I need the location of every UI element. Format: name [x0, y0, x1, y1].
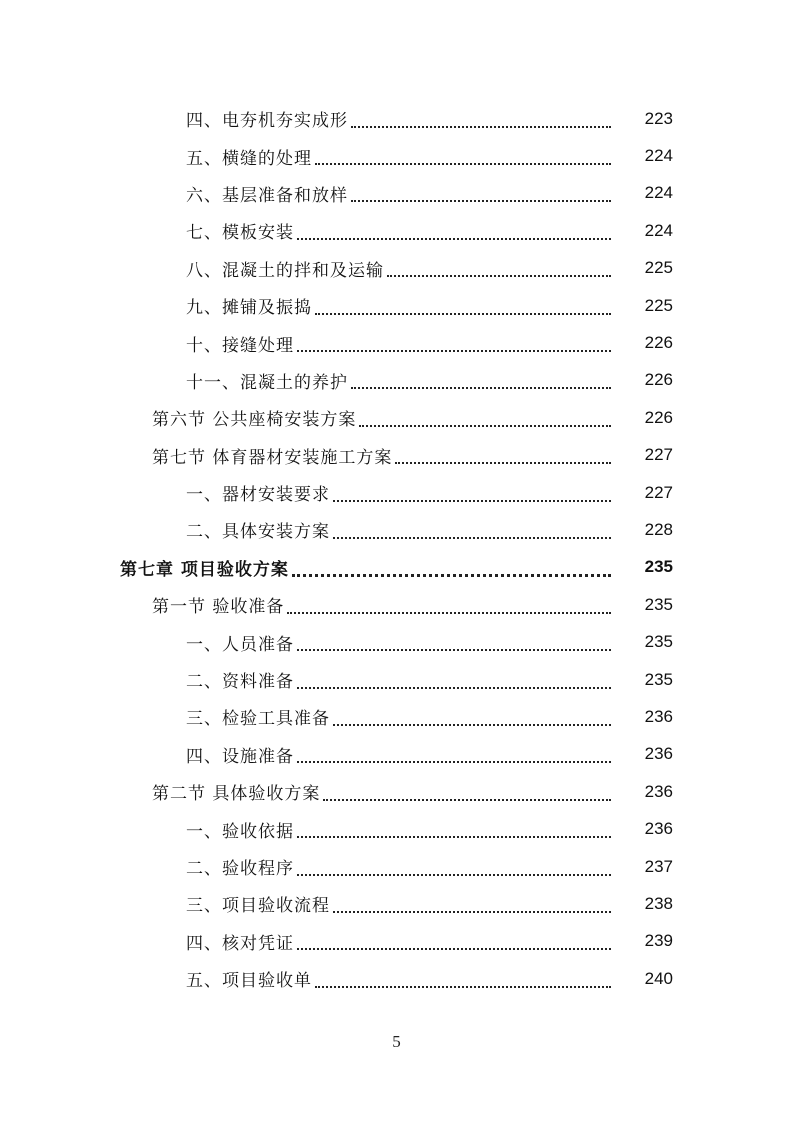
toc-entry-page-number: 227: [644, 445, 673, 465]
toc-subsection-entry[interactable]: [0, 661, 793, 698]
toc-entry-title: 四、核对凭证: [186, 933, 294, 954]
toc-entry-page-number: 228: [644, 519, 673, 539]
toc-subsection-entry[interactable]: [0, 623, 793, 660]
toc-entry-page-number: 236: [644, 781, 673, 801]
toc-entry-page-number: 226: [644, 407, 673, 427]
toc-subsection-entry[interactable]: [0, 250, 793, 287]
toc-dot-leader: [297, 757, 611, 763]
toc-entry-page-number: 226: [644, 333, 673, 353]
toc-entry-title: 五、项目验收单: [186, 971, 312, 992]
toc-subsection-entry[interactable]: [0, 137, 793, 174]
toc-entry-title: 三、项目验收流程: [186, 896, 330, 917]
toc-entry-title: 二、具体安装方案: [186, 522, 330, 543]
toc-entry-title: 九、摊铺及振捣: [186, 298, 312, 319]
toc-chapter-entry[interactable]: [0, 549, 793, 586]
toc-dot-leader: [333, 907, 611, 913]
toc-dot-leader: [287, 608, 611, 614]
toc-section-entry[interactable]: [0, 437, 793, 474]
toc-entry-title: 一、验收依据: [186, 821, 294, 842]
toc-subsection-entry[interactable]: [0, 474, 793, 511]
toc-entry-page-number: 235: [644, 669, 673, 689]
toc-entry-title: 六、基层准备和放样: [186, 185, 348, 206]
toc-entry-page-number: 240: [644, 968, 673, 988]
toc-section-entry[interactable]: [0, 773, 793, 810]
toc-entry-page-number: 223: [644, 108, 673, 128]
toc-dot-leader: [359, 421, 611, 427]
toc-subsection-entry[interactable]: [0, 960, 793, 997]
toc-entry-title: 第一节 验收准备: [152, 597, 285, 618]
toc-dot-leader: [297, 944, 611, 950]
toc-entry-title: 四、设施准备: [186, 746, 294, 767]
toc-entry-title: 第二节 具体验收方案: [152, 784, 321, 805]
toc-subsection-entry[interactable]: [0, 923, 793, 960]
toc-entry-title: 一、器材安装要求: [186, 485, 330, 506]
toc-subsection-entry[interactable]: [0, 848, 793, 885]
toc-subsection-entry[interactable]: [0, 698, 793, 735]
toc-subsection-entry[interactable]: [0, 175, 793, 212]
toc-subsection-entry[interactable]: [0, 810, 793, 847]
toc-entry-title: 四、电夯机夯实成形: [186, 111, 348, 132]
toc-dot-leader: [387, 271, 611, 277]
toc-entry-title: 第七节 体育器材安装施工方案: [152, 447, 393, 468]
toc-dot-leader: [297, 832, 611, 838]
toc-dot-leader: [351, 383, 611, 389]
toc-entry-page-number: 224: [644, 183, 673, 203]
toc-entry-title: 二、验收程序: [186, 859, 294, 879]
toc-entry-page-number: 227: [644, 482, 673, 502]
toc-dot-leader: [297, 234, 611, 240]
toc-section-entry[interactable]: [0, 586, 793, 623]
toc-entry-page-number: 236: [644, 706, 673, 726]
toc-dot-leader: [315, 309, 611, 315]
toc-dot-leader: [292, 570, 611, 577]
toc-entry-page-number: 235: [644, 632, 673, 652]
toc-subsection-entry[interactable]: [0, 362, 793, 399]
toc-subsection-entry[interactable]: [0, 885, 793, 922]
toc-entry-page-number: 226: [644, 370, 673, 390]
toc-subsection-entry[interactable]: [0, 736, 793, 773]
toc-entry-page-number: 238: [644, 893, 673, 913]
toc-entry-title: 第六节 公共座椅安装方案: [152, 410, 357, 431]
page-number: 5: [392, 1032, 401, 1051]
toc-dot-leader: [351, 196, 611, 202]
toc-entry-page-number: 224: [644, 220, 673, 240]
toc-entry-title: 三、检验工具准备: [186, 709, 330, 730]
toc-subsection-entry[interactable]: [0, 511, 793, 548]
toc-entry-page-number: 225: [644, 258, 673, 278]
toc-entry-page-number: 235: [644, 594, 673, 614]
table-of-contents: [0, 100, 793, 997]
toc-dot-leader: [297, 870, 611, 876]
toc-dot-leader: [297, 346, 611, 352]
toc-entry-title: 第七章 项目验收方案: [120, 559, 289, 580]
toc-dot-leader: [315, 159, 611, 165]
toc-entry-page-number: 224: [644, 146, 673, 166]
toc-dot-leader: [333, 533, 611, 539]
toc-entry-title: 十一、混凝土的养护: [186, 372, 348, 393]
toc-dot-leader: [351, 122, 611, 128]
toc-entry-page-number: 236: [644, 744, 673, 764]
toc-entry-page-number: 237: [644, 856, 673, 876]
toc-entry-title: 十、接缝处理: [186, 335, 294, 356]
toc-subsection-entry[interactable]: [0, 100, 793, 137]
toc-dot-leader: [333, 496, 611, 502]
toc-subsection-entry[interactable]: [0, 287, 793, 324]
toc-entry-title: 五、横缝的处理: [186, 148, 312, 169]
toc-dot-leader: [297, 683, 611, 689]
toc-entry-page-number: 236: [644, 819, 673, 839]
toc-dot-leader: [323, 795, 611, 801]
toc-dot-leader: [395, 458, 611, 464]
toc-entry-page-number: 239: [644, 931, 673, 951]
toc-section-entry[interactable]: [0, 399, 793, 436]
toc-dot-leader: [297, 645, 611, 651]
toc-dot-leader: [333, 720, 611, 726]
toc-subsection-entry[interactable]: [0, 324, 793, 361]
toc-entry-title: 二、资料准备: [186, 672, 294, 693]
toc-entry-page-number: 235: [644, 557, 673, 577]
toc-entry-title: 七、模板安装: [186, 223, 294, 244]
toc-entry-title: 八、混凝土的拌和及运输: [186, 260, 384, 281]
toc-dot-leader: [315, 982, 611, 988]
toc-entry-page-number: 225: [644, 295, 673, 315]
toc-subsection-entry[interactable]: [0, 212, 793, 249]
toc-entry-title: 一、人员准备: [186, 634, 294, 655]
